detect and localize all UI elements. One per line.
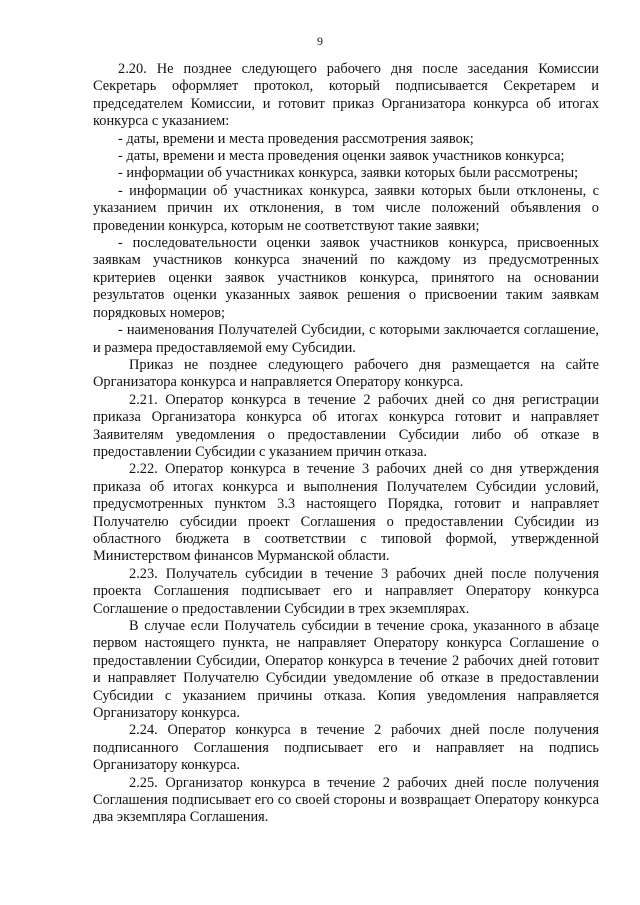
page-number: 9 bbox=[317, 34, 323, 48]
list-item: - информации об участниках конкурса, заявки которых были отклонены, с указанием причин их отклонения, в том числе положений объявления о проведении конкурса, которым не соответствуют такие заявки; bbox=[93, 182, 599, 234]
paragraph-2-24: 2.24. Оператор конкурса в течение 2 рабочих дней после получения подписанного Соглашения подписывает его и направляет на подпись Организатору конкурса. bbox=[93, 722, 599, 774]
paragraph-2-20: 2.20. Не позднее следующего рабочего дня после заседания Комиссии Секретарь оформляет протокол, который подписывается Секретарем и председателем Комиссии, и готовит приказ Организатора конкурса об итогах конкурса с указанием: bbox=[93, 61, 599, 130]
list-item: - последовательности оценки заявок участников конкурса, присвоенных заявкам участников конкурса значений по каждому из предусмотренных критериев оценки заявок участников конкурса, принятого на основании результатов оценки указанных заявок решения о присвоении таким заявкам порядковых номеров; bbox=[93, 235, 599, 321]
list-item: - даты, времени и места проведения рассмотрения заявок; bbox=[118, 130, 474, 147]
paragraph-2-22: 2.22. Оператор конкурса в течение 3 рабочих дней со дня утверждения приказа об итогах конкурса и выполнения Получателем Субсидии условий, предусмотренных пунктом 3.3 настоящего Порядка, готовит и направляет Получателю субсидии проект Соглашения о предоставлении Субсидии из областного бюджета в соответствии с типовой формой, утвержденной Министерством финансов Мурманской области. bbox=[93, 461, 599, 565]
paragraph-order-publication: Приказ не позднее следующего рабочего дня размещается на сайте Организатора конкурса и направляется Оператору конкурса. bbox=[93, 356, 599, 391]
paragraph-2-23: 2.23. Получатель субсидии в течение 3 рабочих дней после получения проекта Соглашения подписывает его и направляет Оператору конкурса Соглашение о предоставлении Субсидии в трех экземплярах. bbox=[93, 565, 599, 617]
list-item: - информации об участниках конкурса, заявки которых были рассмотрены; bbox=[118, 165, 579, 182]
list-item: - даты, времени и места проведения оценки заявок участников конкурса; bbox=[118, 148, 565, 165]
document-body bbox=[93, 61, 599, 827]
list-item: - наименования Получателей Субсидии, с которыми заключается соглашение, и размера предоставляемой ему Субсидии. bbox=[93, 322, 599, 356]
paragraph-2-25: 2.25. Организатор конкурса в течение 2 рабочих дней после получения Соглашения подписывает его со своей стороны и возвращает Оператору конкурса два экземпляра Соглашения. bbox=[93, 774, 599, 826]
paragraph-2-23-refusal: В случае если Получатель субсидии в течение срока, указанного в абзаце первом настоящего пункта, не направляет Оператору конкурса Соглашение о предоставлении Субсидии, Оператор конкурса в течение 2 рабочих дней готовит и направляет Получателю Субсидии уведомление об отказе в предоставлении Субсидии с указанием причины отказа. Копия уведомления направляется Организатору конкурса. bbox=[93, 618, 599, 722]
paragraph-2-21: 2.21. Оператор конкурса в течение 2 рабочих дней со дня регистрации приказа Организатора конкурса об итогах конкурса готовит и направляет Заявителям уведомления о предоставлении Субсидии либо об отказе в предоставлении Субсидии с указанием причин отказа. bbox=[93, 391, 599, 460]
